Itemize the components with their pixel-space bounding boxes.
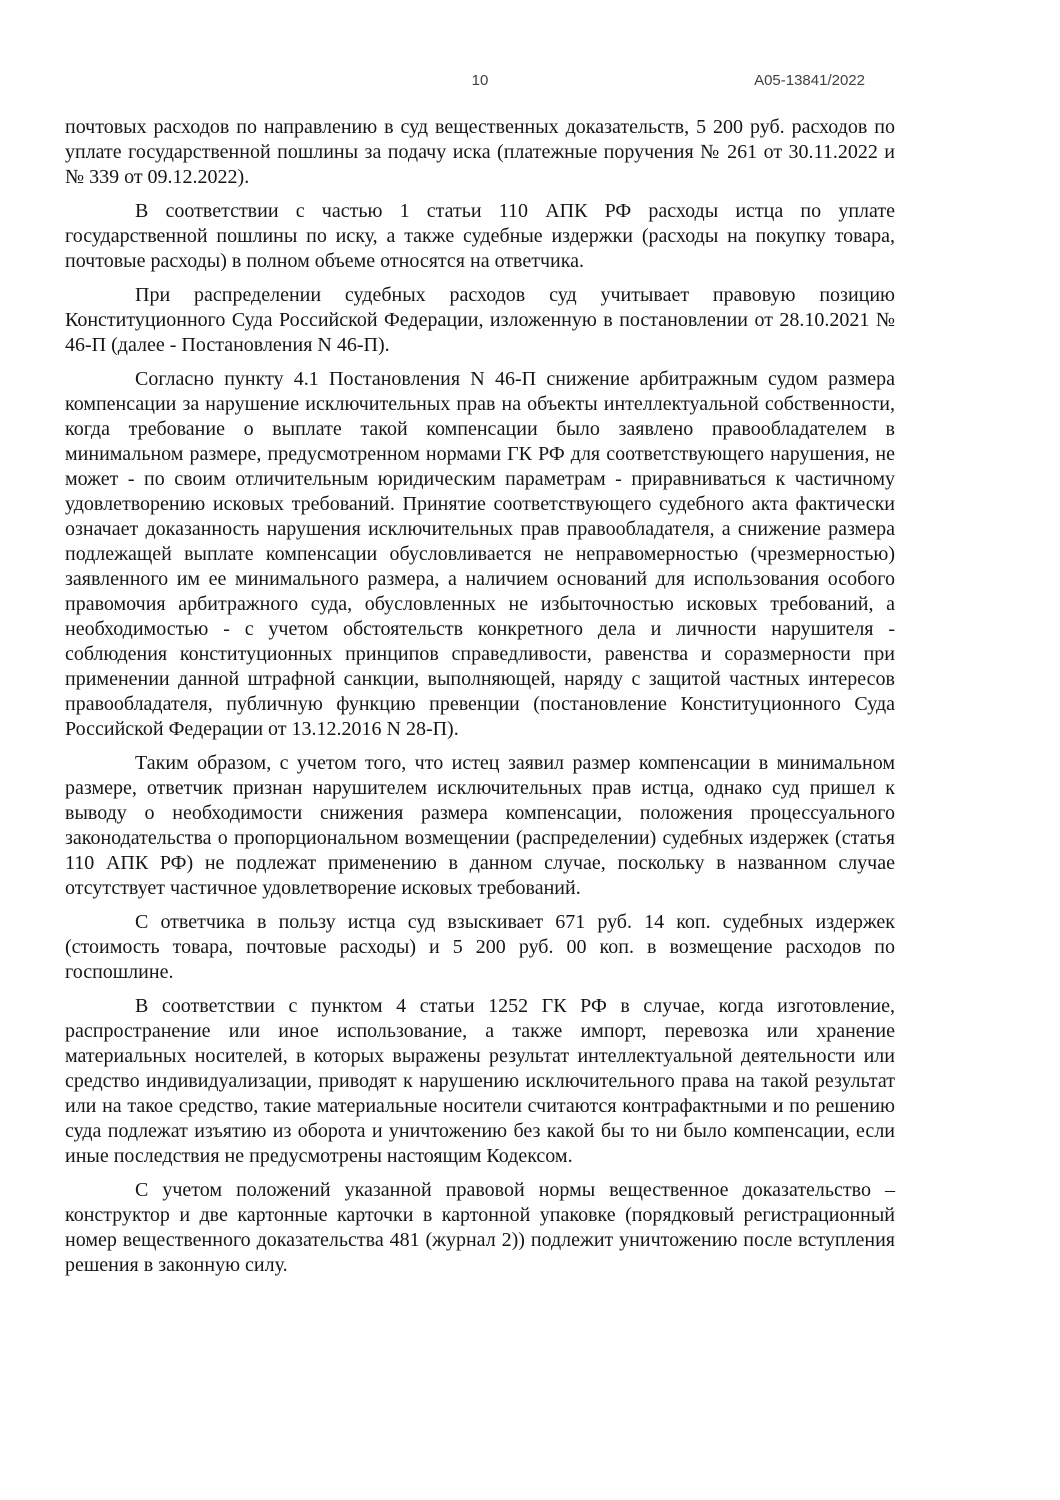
page-number: 10	[471, 72, 489, 89]
paragraph: При распределении судебных расходов суд учитывает правовую позицию Конституционного Суда Российской Федерации, изложенную в постановлении от 28.10.2021 № 46-П (далее - Постановления N 46-П).	[65, 284, 895, 356]
paragraph: В соответствии с частью 1 статьи 110 АПК РФ расходы истца по уплате государственной пошлины по иску, а также судебные издержки (расходы на покупку товара, почтовые расходы) в полном объеме относятся на ответчика.	[65, 200, 895, 272]
paragraph: Согласно пункту 4.1 Постановления N 46-П снижение арбитражным судом размера компенсации за нарушение исключительных прав на объекты интеллектуальной собственности, когда требование о выплате такой компенсации было заявлено правообладателем в минимальном размере, предусмотренном нормами ГК РФ для соответствующего нарушения, не может - по своим отличительным юридическим параметрам - приравниваться к частичному удовлетворению исковых требований. Принятие соответствующего судебного акта фактически означает доказанность нарушения исключительных прав правообладателя, а снижение размера подлежащей выплате компенсации обусловливается не неправомерностью (чрезмерностью) заявленного им ее минимального размера, а наличием оснований для использования особого правомочия арбитражного суда, обусловленных не избыточностью исковых требований, а необходимостью - с учетом обстоятельств конкретного дела и личности нарушителя - соблюдения конституционных принципов справедливости, равенства и соразмерности при применении данной штрафной санкции, выполняющей, наряду с защитой частных интересов правообладателя, публичную функцию превенции (постановление Конституционного Суда Российской Федерации от 13.12.2016 N 28-П).	[65, 368, 895, 740]
paragraph: С учетом положений указанной правовой нормы вещественное доказательство – конструктор и две картонные карточки в картонной упаковке (порядковый регистрационный номер вещественного доказательства 481 (журнал 2)) подлежит уничтожению после вступления решения в законную силу.	[65, 1179, 895, 1276]
paragraph: Таким образом, с учетом того, что истец заявил размер компенсации в минимальном размере, ответчик признан нарушителем исключительных прав истца, однако суд пришел к выводу о необходимости снижения размера компенсации, положения процессуального законодательства о пропорциональном возмещении (распределении) судебных издержек (статья 110 АПК РФ) не подлежат применению в данном случае, поскольку в названном случае отсутствует частичное удовлетворение исковых требований.	[65, 752, 895, 899]
document-body	[65, 115, 895, 1278]
paragraph: С ответчика в пользу истца суд взыскивает 671 руб. 14 коп. судебных издержек (стоимость товара, почтовые расходы) и 5 200 руб. 00 коп. в возмещение расходов по госпошлине.	[65, 911, 895, 983]
paragraph: В соответствии с пунктом 4 статьи 1252 ГК РФ в случае, когда изготовление, распространение или иное использование, а также импорт, перевозка или хранение материальных носителей, в которых выражены результат интеллектуальной деятельности или средство индивидуализации, приводят к нарушению исключительного права на такой результат или на такое средство, такие материальные носители считаются контрафактными и по решению суда подлежат изъятию из оборота и уничтожению без какой бы то ни было компенсации, если иные последствия не предусмотрены настоящим Кодексом.	[65, 995, 895, 1167]
paragraph: почтовых расходов по направлению в суд вещественных доказательств, 5 200 руб. расходов по уплате государственной пошлины за подачу иска (платежные поручения № 261 от 30.11.2022 и № 339 от 09.12.2022).	[65, 116, 895, 188]
case-number: А05-13841/2022	[754, 72, 865, 89]
page-header	[65, 72, 895, 91]
